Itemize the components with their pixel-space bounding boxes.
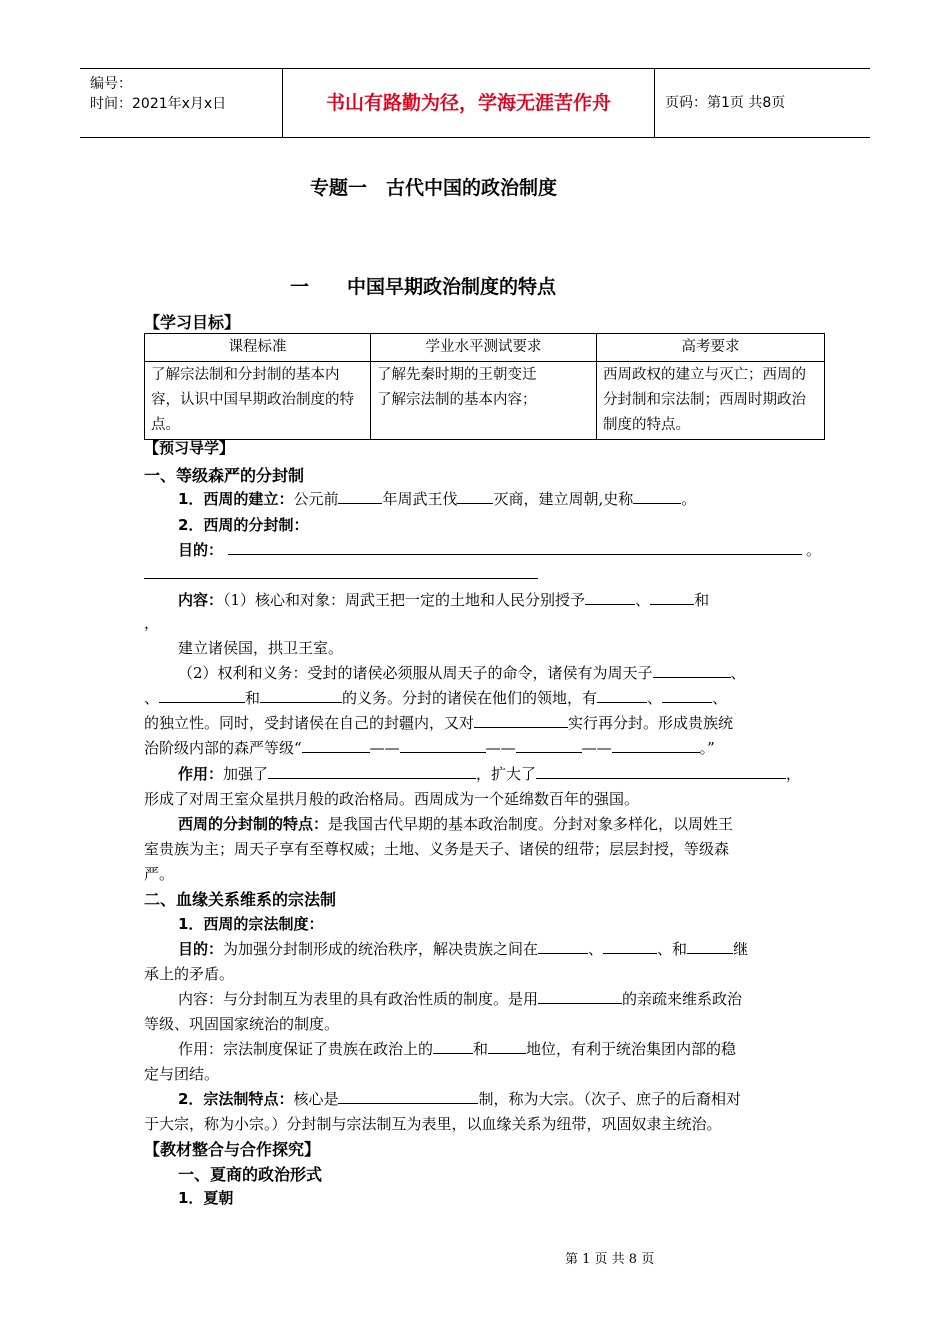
page-info: 页码：第1页 共8页 <box>665 95 786 111</box>
z-effect-d: 定与团结。 <box>144 1065 220 1083</box>
text: （1）核心和对象：周武王把一定的土地和人民分别授予 <box>223 591 586 609</box>
text: 灭商，建立周朝,史称 <box>493 490 634 508</box>
table-header-cell: 高考要求 <box>597 334 825 362</box>
blank <box>338 1089 478 1104</box>
content-line <box>178 589 709 610</box>
table-cell: 了解宗法制和分封制的基本内容，认识中国早期政治制度的特点。 <box>145 362 371 440</box>
integrate-heading: 【教材整合与合作探究】 <box>144 1140 321 1159</box>
blank <box>260 688 342 703</box>
text: 地位，有利于统治集团内部的稳 <box>526 1040 737 1058</box>
blank <box>433 1039 473 1054</box>
feature-label: 西周的分封制的特点： <box>178 815 329 833</box>
blank <box>488 1039 526 1054</box>
p1-line <box>178 488 696 509</box>
part2-heading: 二、血缘关系维系的宗法制 <box>144 890 337 909</box>
text: 年周武王伐 <box>382 490 458 508</box>
content-comma: ， <box>144 614 160 632</box>
text: 、 <box>144 689 160 707</box>
goals-table <box>144 333 825 440</box>
z-effect-line <box>178 1038 736 1059</box>
text: 加强了 <box>223 765 269 783</box>
text: 的亲疏来维系政治 <box>622 990 743 1008</box>
blank <box>302 738 370 753</box>
preview-heading: 【预习导学】 <box>144 439 235 457</box>
text: 。 <box>681 490 697 508</box>
text: 、 <box>635 591 651 609</box>
blank <box>536 764 786 779</box>
blank <box>633 489 681 504</box>
text: （2）权利和义务：受封的诸侯必须服从周天子的命令，诸侯有为周天子 <box>178 664 653 682</box>
blank <box>538 989 622 1004</box>
effect-label: 作用： <box>178 765 224 783</box>
blank <box>268 764 476 779</box>
purpose-end: 。 <box>806 541 822 559</box>
feature-line2: 室贵族为主；周天子享有至尊权威；土地、义务是天子、诸侯的纽带；层层封授，等级森 <box>144 840 730 858</box>
blank <box>585 590 635 605</box>
table-header-row <box>145 334 825 362</box>
blank <box>159 688 245 703</box>
date-label: 时间：2021年x月x日 <box>90 96 227 112</box>
content-d: 建立诸侯国，拱卫王室。 <box>178 639 344 657</box>
text: 治阶级内部的森严等级“ <box>144 739 302 757</box>
z-content-c: 等级、巩固国家统治的制度。 <box>144 1015 340 1033</box>
purpose-label: 目的： <box>178 541 224 559</box>
text: 、 <box>647 689 663 707</box>
z2-c: 于大宗，称为小宗。）分封制与宗法制互为表里，以血缘关系为纽带，巩固奴隶主统治。 <box>144 1115 722 1133</box>
z-content-line <box>178 988 742 1009</box>
feature-line1 <box>178 813 733 834</box>
effect-line <box>178 763 801 784</box>
blank <box>538 939 588 954</box>
z-purpose-label: 目的： <box>178 940 224 958</box>
table-cell: 了解先秦时期的王朝变迁 了解宗法制的基本内容； <box>371 362 597 440</box>
blank <box>457 489 493 504</box>
page-footer: 第 1 页 共 8 页 <box>565 1252 655 1267</box>
text: 、 <box>730 664 746 682</box>
rights-line1 <box>178 662 746 683</box>
p2-label: 2．西周的分封制： <box>178 516 309 534</box>
text: 的义务。分封的诸侯在他们的领地，有 <box>342 689 598 707</box>
feature-line3: 严。 <box>144 865 175 883</box>
text: 、和 <box>657 940 688 958</box>
blank <box>603 939 657 954</box>
header-meta <box>80 69 283 137</box>
blank <box>687 939 733 954</box>
z-purpose-e: 承上的矛盾。 <box>144 965 235 983</box>
text: —— <box>369 739 400 757</box>
rights-line4 <box>144 737 715 758</box>
text: ，扩大了 <box>476 765 537 783</box>
goals-heading: 【学习目标】 <box>144 313 241 332</box>
text: 。” <box>699 739 715 757</box>
rights-line3 <box>144 712 733 733</box>
blank <box>516 738 582 753</box>
blank <box>662 688 712 703</box>
motto: 书山有路勤为径，学海无涯苦作舟 <box>283 69 655 137</box>
integrate-subheading: 一、夏商的政治形式 <box>178 1165 323 1184</box>
doc-title: 专题一 古代中国的政治制度 <box>310 177 558 199</box>
text: 核心是 <box>293 1090 339 1108</box>
number-label: 编号： <box>90 76 132 92</box>
text: 和 <box>473 1040 489 1058</box>
document-header <box>80 68 870 138</box>
text: 实行再分封。形成贵族统 <box>568 714 734 732</box>
text: 、 <box>712 689 728 707</box>
blank <box>653 663 731 678</box>
text: —— <box>485 739 516 757</box>
blank <box>338 489 382 504</box>
table-cell: 西周政权的建立与灭亡；西周的分封制和宗法制；西周时期政治制度的特点。 <box>597 362 825 440</box>
text: ， <box>786 765 802 783</box>
table-header-cell: 课程标准 <box>145 334 371 362</box>
table-row <box>145 362 825 440</box>
blank <box>144 578 538 579</box>
section-title: 一 中国早期政治制度的特点 <box>290 276 557 298</box>
text: 继 <box>733 940 749 958</box>
p1-label: 1．西周的建立： <box>178 490 294 508</box>
blank <box>597 688 647 703</box>
text: 内容：与分封制互为表里的具有政治性质的制度。是用 <box>178 990 539 1008</box>
effect-d: 形成了对周王室众星拱月般的政治格局。西周成为一个延绵数百年的强国。 <box>144 790 640 808</box>
blank <box>400 738 486 753</box>
text: 作用：宗法制度保证了贵族在政治上的 <box>178 1040 434 1058</box>
blank <box>612 738 700 753</box>
text: 的独立性。同时，受封诸侯在自己的封疆内，又对 <box>144 714 475 732</box>
integrate-item-1: 1．夏朝 <box>178 1189 234 1207</box>
text: 和 <box>245 689 261 707</box>
blank <box>474 713 568 728</box>
table-header-cell: 学业水平测试要求 <box>371 334 597 362</box>
z1-label: 1．西周的宗法制度： <box>178 915 324 933</box>
text: 和 <box>694 591 710 609</box>
text: 是我国古代早期的基本政治制度。分封对象多样化，以周姓王 <box>328 815 734 833</box>
z-purpose-line <box>178 938 748 959</box>
text: 制，称为大宗。（次子、庶子的后裔相对 <box>478 1090 741 1108</box>
blank <box>228 554 802 555</box>
text: 、 <box>588 940 604 958</box>
z2-line <box>178 1088 741 1109</box>
z2-label: 2．宗法制特点： <box>178 1090 294 1108</box>
blank <box>650 590 694 605</box>
text: 为加强分封制形成的统治秩序，解决贵族之间在 <box>223 940 539 958</box>
text: —— <box>581 739 612 757</box>
part1-heading: 一、等级森严的分封制 <box>144 466 305 485</box>
rights-line2 <box>144 687 727 708</box>
text: 公元前 <box>293 490 339 508</box>
content-label: 内容： <box>178 591 224 609</box>
